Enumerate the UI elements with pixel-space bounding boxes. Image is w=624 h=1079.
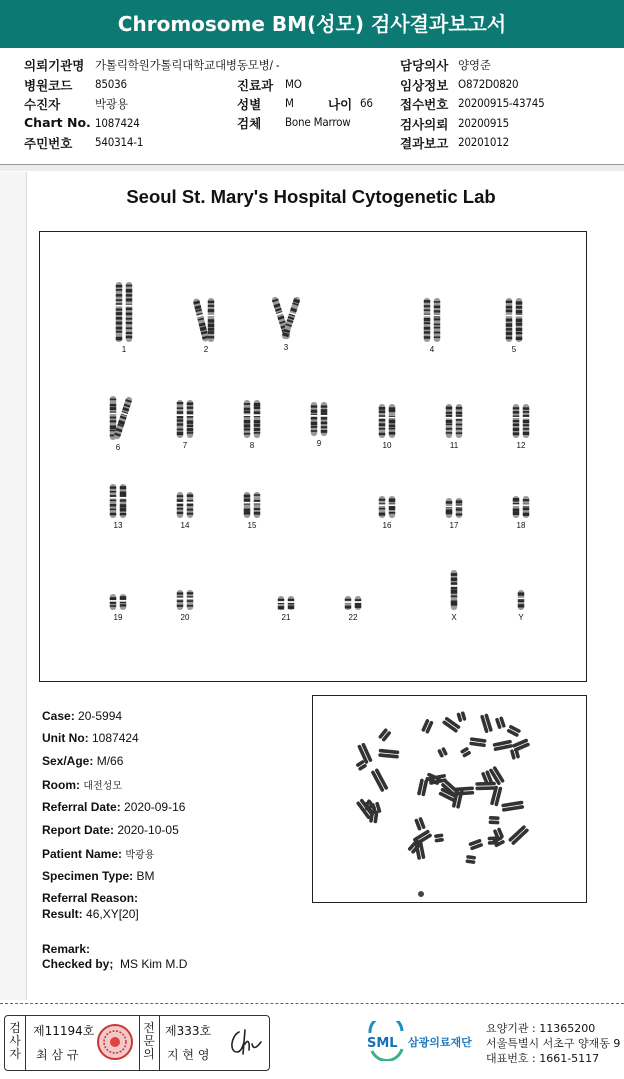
patient-name-value: 박광용 — [125, 850, 155, 861]
metaphase-panel — [312, 695, 587, 903]
signature-box — [4, 1015, 270, 1071]
chromosome-4 — [423, 298, 440, 342]
metaphase-chromosome — [512, 738, 531, 752]
doctor-value: 양영준 — [458, 58, 491, 72]
specimen-type-value: BM — [136, 869, 155, 883]
chromosome-14 — [176, 492, 193, 518]
room-row — [42, 777, 122, 792]
metaphase-chromosome — [456, 711, 466, 722]
footer-divider — [0, 1003, 624, 1012]
case-row — [42, 709, 122, 723]
chromosome-number-label: 13 — [113, 521, 123, 530]
metaphase-chromosome — [421, 719, 434, 734]
left-gutter — [0, 172, 27, 1000]
patient-info-section — [0, 52, 624, 164]
dept-value: MO — [285, 77, 302, 91]
chromosome-number-label: 10 — [382, 441, 392, 450]
inspector-vlabel-text: 검 사 자 — [9, 1021, 21, 1061]
checked-value: MS Kim M.D — [120, 957, 188, 971]
unit-row — [42, 731, 139, 745]
sexage-value: M/66 — [96, 754, 124, 768]
age-label: 나이 — [328, 97, 353, 112]
chromosome-number-label: 21 — [281, 613, 291, 622]
referral-date-row — [42, 800, 185, 814]
org-address: 서울특별시 서초구 양재동 9 — [486, 1037, 621, 1050]
sex-label: 성별 — [237, 97, 262, 112]
metaphase-chromosome — [469, 737, 487, 747]
chromosome-20 — [176, 590, 193, 610]
chromosome-7 — [176, 400, 193, 438]
referral-date-value: 2020-09-16 — [124, 800, 186, 814]
remark-row — [42, 942, 90, 956]
organization-info — [486, 1021, 624, 1066]
code-value: 85036 — [95, 77, 127, 91]
metaphase-chromosome — [480, 713, 493, 733]
chromosome-3 — [271, 296, 301, 340]
metaphase-chromosome — [495, 716, 506, 729]
specialist-vertical-label — [141, 1022, 157, 1061]
chromosome-number-label: 11 — [449, 441, 459, 450]
specialist-signature-icon — [227, 1026, 265, 1060]
clinical-label: 임상정보 — [400, 78, 449, 93]
sig-divider-3 — [159, 1016, 160, 1070]
chromosome-number-label: 7 — [182, 441, 188, 450]
specialist-name: 지 현 영 — [167, 1048, 210, 1062]
patient-name-label: Patient Name: — [42, 847, 123, 861]
chromosome-number-label: 6 — [115, 443, 121, 452]
chromosome-22 — [344, 596, 361, 610]
patient-label: 수진자 — [24, 97, 61, 112]
chromosome-1 — [115, 282, 132, 342]
chromosome-10 — [378, 404, 395, 438]
clinical-value: O872D0820 — [458, 77, 519, 91]
metaphase-chromosome — [460, 747, 472, 758]
referral-reason-row — [42, 891, 138, 905]
sml-logo-icon — [364, 1021, 408, 1061]
metaphase-image — [313, 696, 586, 902]
report-title: Chromosome BM(성모) 검사결과보고서 — [117, 12, 507, 36]
checked-label: Checked by; — [42, 957, 114, 971]
receipt-label: 접수번호 — [400, 97, 449, 112]
request-label: 검사의뢰 — [400, 117, 449, 132]
hospital-label: 의뢰기관명 — [24, 58, 85, 73]
chromosome-number-label: Y — [518, 613, 524, 622]
chromosome-18 — [512, 496, 529, 518]
rrn-label: 주민번호 — [24, 136, 73, 151]
unit-label: Unit No: — [42, 731, 89, 745]
specialist-number: 제333호 — [165, 1024, 212, 1038]
request-value: 20200915 — [458, 116, 510, 130]
case-value: 20-5994 — [78, 709, 123, 723]
chromosome-number-label: 15 — [247, 521, 257, 530]
chromosome-6 — [109, 396, 133, 440]
code-label: 병원코드 — [24, 78, 73, 93]
chromosome-number-label: 22 — [348, 613, 358, 622]
inspector-vertical-label — [7, 1022, 23, 1061]
specialist-vlabel-text: 전 문 의 — [143, 1021, 155, 1061]
report-title-bar — [0, 0, 624, 48]
report-date-value: 2020-10-05 — [117, 823, 179, 837]
chromosome-number-label: 12 — [516, 441, 526, 450]
chromosome-number-label: 14 — [180, 521, 190, 530]
sig-divider-2 — [139, 1016, 140, 1070]
specimen-value: Bone Marrow — [285, 115, 351, 129]
chromosome-11 — [445, 404, 462, 438]
remark-label: Remark: — [42, 942, 91, 956]
metaphase-chromosome — [465, 855, 476, 864]
karyogram-image — [40, 232, 586, 681]
chromosome-number-label: 1 — [121, 345, 127, 354]
age-value: 66 — [360, 96, 373, 110]
referral-reason-label: Referral Reason: — [42, 891, 139, 905]
chromosome-number-label: 9 — [316, 439, 322, 448]
metaphase-chromosome — [492, 740, 513, 752]
sexage-row — [42, 754, 123, 768]
chart-label: Chart No. — [24, 115, 91, 130]
chromosome-12 — [512, 404, 529, 438]
chromosome-5 — [505, 298, 522, 342]
chromosome-9 — [310, 402, 327, 436]
org-phone: 대표번호 : 1661-5117 — [486, 1052, 600, 1065]
inspector-number: 제11194호 — [33, 1024, 95, 1038]
report-date-row — [42, 823, 179, 837]
chromosome-number-label: 3 — [283, 343, 289, 352]
chromosome-number-label: 2 — [203, 345, 209, 354]
chromosome-number-label: 17 — [449, 521, 459, 530]
metaphase-chromosome — [468, 839, 483, 851]
sml-org-name: 삼광의료재단 — [408, 1036, 472, 1049]
metaphase-chromosome — [371, 768, 389, 792]
dept-label: 진료과 — [237, 78, 274, 93]
chromosome-number-label: X — [451, 613, 457, 622]
sexage-label: Sex/Age: — [42, 754, 94, 768]
hospital-value: 가톨릭학원가톨릭대학교대병동모병/ - — [95, 58, 280, 72]
metaphase-chromosome — [508, 825, 530, 846]
result-date-value: 20201012 — [458, 135, 510, 149]
chart-value: 1087424 — [95, 116, 140, 130]
chromosome-number-label: 8 — [249, 441, 255, 450]
metaphase-chromosome — [414, 817, 426, 831]
metaphase-chromosome — [378, 728, 392, 742]
metaphase-chromosome — [434, 833, 444, 842]
result-row — [42, 907, 139, 921]
chromosome-number-label: 19 — [113, 613, 123, 622]
chromosome-X — [450, 570, 457, 610]
metaphase-chromosome — [378, 749, 399, 759]
chromosome-19 — [109, 594, 126, 610]
patient-value: 박광용 — [95, 97, 128, 111]
receipt-value: 20200915-43745 — [458, 96, 545, 110]
metaphase-chromosome — [506, 724, 521, 737]
chromosome-2 — [192, 298, 214, 342]
report-date-label: Report Date: — [42, 823, 115, 837]
chromosome-number-label: 20 — [180, 613, 190, 622]
chromosome-8 — [243, 400, 260, 438]
chromosome-15 — [243, 492, 260, 518]
checked-row — [42, 957, 187, 971]
chromosome-number-label: 5 — [511, 345, 517, 354]
chromosome-17 — [445, 498, 462, 518]
metaphase-chromosome — [437, 747, 448, 758]
chromosome-21 — [277, 596, 294, 610]
result-value: 46,XY[20] — [86, 907, 139, 921]
case-label: Case: — [42, 709, 75, 723]
sml-logo — [364, 1021, 484, 1061]
chromosome-number-label: 4 — [429, 345, 435, 354]
referral-date-label: Referral Date: — [42, 800, 121, 814]
sig-divider-1 — [25, 1016, 26, 1070]
metaphase-chromosome — [417, 778, 428, 796]
rrn-value: 540314-1 — [95, 135, 144, 149]
specimen-type-row — [42, 869, 154, 883]
karyogram-panel — [39, 231, 587, 682]
result-label: Result: — [42, 907, 83, 921]
patient-name-row — [42, 846, 154, 861]
section-divider — [0, 164, 624, 171]
chromosome-number-label: 16 — [382, 521, 392, 530]
sex-value: M — [285, 96, 294, 110]
metaphase-chromosome — [501, 801, 524, 812]
chromosome-16 — [378, 496, 395, 518]
specimen-type-label: Specimen Type: — [42, 869, 134, 883]
lab-title: Seoul St. Mary's Hospital Cytogenetic Lab — [126, 186, 496, 207]
org-code: 요양기관 : 11365200 — [486, 1022, 596, 1035]
chromosome-13 — [109, 484, 126, 518]
sml-logo-text: SML — [367, 1036, 398, 1051]
metaphase-chromosome — [357, 742, 373, 764]
room-label: Room: — [42, 778, 80, 792]
room-value: 대전성모 — [83, 781, 122, 792]
chromosome-Y — [517, 590, 524, 610]
inspector-name: 최 삼 규 — [36, 1048, 79, 1062]
result-date-label: 결과보고 — [400, 136, 449, 151]
inspector-seal-icon — [95, 1022, 135, 1062]
chromosome-number-label: 18 — [516, 521, 526, 530]
specimen-label: 검체 — [237, 116, 262, 131]
metaphase-chromosome — [475, 782, 496, 790]
metaphase-chromosome — [488, 816, 499, 825]
unit-value: 1087424 — [92, 731, 139, 745]
doctor-label: 담당의사 — [400, 58, 449, 73]
